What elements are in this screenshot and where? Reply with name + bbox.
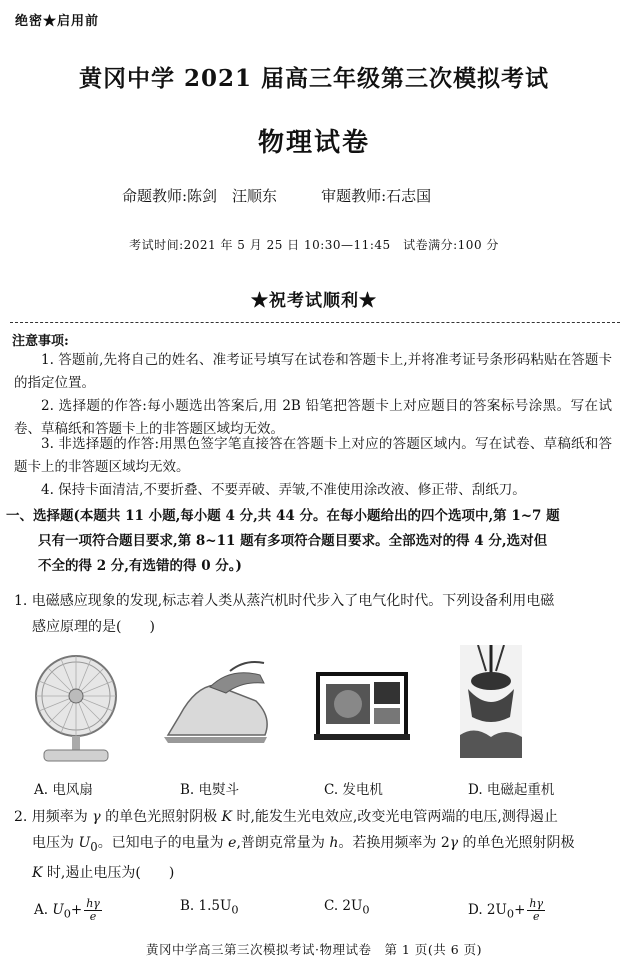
q2-text-line2: 电压为 $U_0$。已知电子的电量为 e,普朗克常量为 h。若换用频率为 2γ 的单色光照射阴极 [32,835,575,854]
reviewer-teacher: 审题教师:石志国 [321,187,432,205]
note-item-4: 4. 保持卡面清洁,不要折叠、不要弄破、弄皱,不准使用涂改液、修正带、刮纸刀。 [41,482,526,498]
q2-text-line3: K 时,遏止电压为( ) [32,864,175,881]
exam-info: 考试时间:2021 年 5 月 25 日 10:30—11:45 试卷满分:100 分 [129,238,499,252]
note-item-1: 1. 答题前,先将自己的姓名、准考证号填写在试卷和答题卡上,并将准考证号条形码粘贴在答题卡的指定位置。 [14,352,612,391]
question-1-stem: 1. 电磁感应现象的发现,标志着人类从蒸汽机时代步入了电气化时代。下列设备利用电磁 [14,593,555,609]
q2-option-c: C. $2U_0$ [324,898,370,917]
section-1-instructions [6,504,616,579]
question-1 [14,588,614,640]
q1-option-d: D. 电磁起重机 [468,782,555,798]
note-item-2: 2. 选择题的作答:每小题选出答案后,用 2B 铅笔把答题卡上对应题目的答案标号涂黑。写在试卷、草稿纸和答题卡上的非答题区域均无效。 [14,398,612,437]
electric-fan-image [32,650,120,765]
question-2 [14,804,614,886]
page-footer: 黄冈中学高三第三次模拟考试·物理试卷 第 1 页(共 6 页) [145,942,483,957]
q2-option-b: B. $1.5U_0$ [180,898,239,917]
section-line: 只有一项符合题目要求,第 8~11 题有多项符合题目要求。全部选对的得 4 分,选对但 [38,533,548,549]
note-item-3: 3. 非选择题的作答:用黑色签字笔直接答在答题卡上对应的答题区域内。写在试卷、草稿纸和答题卡上的非答题区域均无效。 [14,436,612,475]
q1-option-c: C. 发电机 [324,782,383,798]
q1-option-b: B. 电熨斗 [180,782,240,798]
notes-title: 注意事项: [12,334,69,349]
divider [10,322,620,323]
good-luck-banner: ★祝考试顺利★ [251,291,377,311]
q2-option-a: A. $U_0+$ $\frac{h\gamma}{e}$ [34,897,100,923]
q2-option-d: D. $2U_0+$ $\frac{h\gamma}{e}$ [468,897,544,923]
section-line: 不全的得 2 分,有选错的得 0 分。) [38,558,242,574]
teachers-line [122,185,431,206]
generator-image [312,664,412,742]
q2-text: 2. 用频率为 γ 的单色光照射阴极 K 时,能发生光电效应,改变光电管两端的电压,测得遏止 [14,809,558,825]
setter-teachers: 命题教师:陈剑 汪顺东 [122,187,278,205]
q1-option-a: A. 电风扇 [34,782,93,798]
paper-subtitle: 物理试卷 [257,128,370,158]
question-1-stem-cont: 感应原理的是( ) [32,619,155,635]
electromagnetic-crane-image [460,645,522,758]
exam-title: 黄冈中学 2021 届高三年级第三次模拟考试 [78,65,550,92]
electric-iron-image [160,657,275,745]
confidential-label: 绝密★启用前 [15,14,100,29]
section-line: 一、选择题(本题共 11 小题,每小题 4 分,共 44 分。在每小题给出的四个选项中,第 1~7 题 [6,508,560,524]
